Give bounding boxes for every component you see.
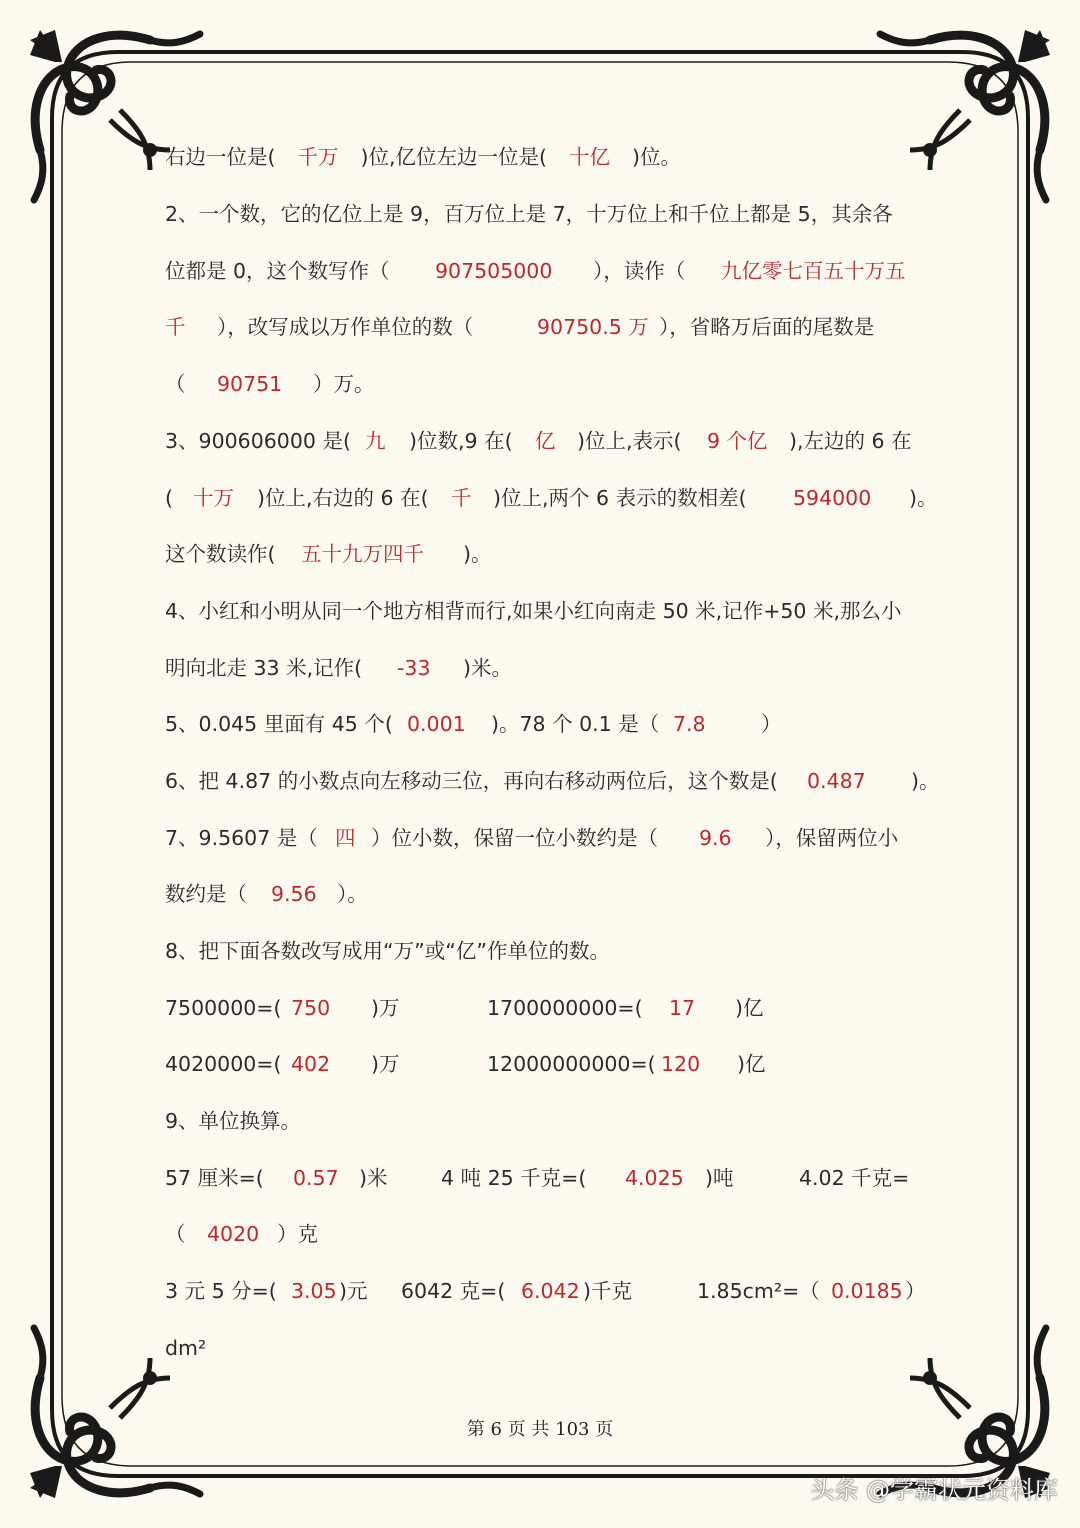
question-4-line-2: 明向北走 33 米,记作( -33 )米。 <box>165 648 925 688</box>
question-9-row-1: 57 厘米=( 0.57 )米 4 吨 25 千克=( 4.025 )吨 4.02 千克= <box>165 1158 925 1198</box>
answer: 4.025 <box>625 1166 684 1190</box>
answer: 十亿 <box>569 145 611 169</box>
answer: 千万 <box>297 145 339 169</box>
question-2-line-3: 千 ），改写成以万作单位的数（ 90750.5 万 ），省略万后面的尾数是 <box>165 307 925 347</box>
question-9-row-2-continued: dm² <box>165 1336 207 1360</box>
answer: 9.56 <box>271 882 317 906</box>
answer: 3.05 <box>291 1279 337 1303</box>
answer: 90750.5 万 <box>537 315 649 339</box>
question-5: 5、0.045 里面有 45 个( 0.001 )。78 个 0.1 是（ 7.8 ） <box>165 704 925 744</box>
answer: 0.001 <box>407 712 466 736</box>
question-2-line-4: （ 90751 ）万。 <box>165 364 925 404</box>
question-9-row-1-continued: （ 4020 ）克 <box>165 1214 925 1254</box>
page-number: 第 6 页 共 103 页 <box>466 1419 614 1440</box>
answer: 0.0185 <box>831 1279 903 1303</box>
question-2-line-2: 位都是 0，这个数写作（ 907505000 ），读作（ 九亿零七百五十万五 <box>165 251 925 291</box>
question-8-row-2: 4020000=( 402 )万 12000000000=( 120 )亿 <box>165 1044 925 1084</box>
question-6: 6、把 4.87 的小数点向左移动三位，再向右移动两位后，这个数是( 0.487 )。 <box>165 761 925 801</box>
answer: 90751 <box>217 372 283 396</box>
watermark: 头条 @学霸状元资料库 <box>810 1476 1058 1504</box>
answer: 千 <box>451 486 472 510</box>
question-3-line-2: ( 十万 )位上,右边的 6 在( 千 )位上,两个 6 表示的数相差( 594000 )。 <box>165 478 925 518</box>
question-3-line-1: 3、900606000 是( 九 )位数,9 在( 亿 )位上,表示( 9 个亿 ),左边的 6 在 <box>165 421 925 461</box>
question-8-row-1: 7500000=( 750 )万 1700000000=( 17 )亿 <box>165 988 925 1028</box>
question-1-continued: 右边一位是( 千万 )位,亿位左边一位是( 十亿 )位。 <box>165 145 682 169</box>
answer: 亿 <box>535 429 556 453</box>
answer: 594000 <box>793 486 872 510</box>
answer: 0.57 <box>293 1166 339 1190</box>
question-3-line-3: 这个数读作( 五十九万四千 )。 <box>165 534 925 574</box>
answer: 120 <box>661 1052 701 1076</box>
answer: 750 <box>291 996 331 1020</box>
answer: 7.8 <box>673 712 706 736</box>
answer: 17 <box>669 996 696 1020</box>
answer: 九亿零七百五十万五 <box>721 259 906 283</box>
answer: 9.6 <box>699 826 732 850</box>
answer: 九 <box>365 429 386 453</box>
question-9-title: 9、单位换算。 <box>165 1109 302 1133</box>
answer: 402 <box>291 1052 331 1076</box>
answer: 千 <box>165 315 186 339</box>
question-8-title: 8、把下面各数改写成用“万”或“亿”作单位的数。 <box>165 939 611 963</box>
answer: 五十九万四千 <box>301 542 424 566</box>
question-7-line-2: 数约是（ 9.56 ）。 <box>165 874 925 914</box>
question-7-line-1: 7、9.5607 是（ 四 ）位小数，保留一位小数约是（ 9.6 ），保留两位小 <box>165 818 925 858</box>
question-2-line-1: 2、一个数，它的亿位上是 9，百万位上是 7，十万位上和千位上都是 5，其余各 <box>165 202 893 226</box>
answer: 十万 <box>193 486 234 510</box>
answer: -33 <box>397 656 431 680</box>
answer: 907505000 <box>435 259 553 283</box>
question-4-line-1: 4、小红和小明从同一个地方相背而行,如果小红向南走 50 米,记作+50 米,那么小 <box>165 599 902 623</box>
answer: 9 个亿 <box>707 429 768 453</box>
answer: 0.487 <box>807 769 866 793</box>
answer: 4020 <box>207 1222 260 1246</box>
answer: 6.042 <box>521 1279 580 1303</box>
answer: 四 <box>335 826 356 850</box>
question-9-row-2: 3 元 5 分=( 3.05 )元 6042 克=( 6.042 )千克 1.85cm²=（ 0.0185 ） <box>165 1271 925 1311</box>
